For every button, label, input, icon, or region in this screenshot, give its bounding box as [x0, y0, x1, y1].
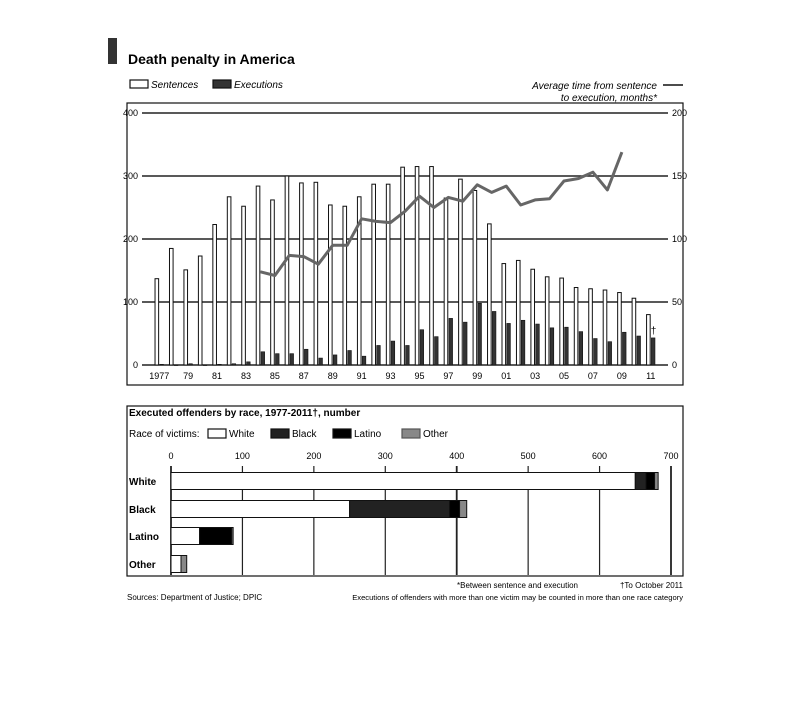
top-bars	[155, 167, 655, 366]
x-tick-03: 03	[530, 371, 541, 381]
bottom-legend	[129, 429, 449, 440]
bar-black-black	[350, 501, 450, 518]
bar-sentences-1997	[444, 198, 448, 365]
bar-executions-1983	[247, 362, 251, 365]
left-tick-100: 100	[122, 297, 138, 307]
bar-executions-2011	[651, 338, 655, 365]
bar-sentences-1981	[213, 225, 217, 365]
bar-sentences-2005	[560, 278, 564, 365]
legend-swatch-other	[402, 429, 420, 438]
bar-sentences-1993	[386, 184, 390, 365]
right-tick-50: 50	[672, 297, 683, 307]
x-tick-09: 09	[616, 371, 627, 381]
left-tick-400: 400	[122, 108, 138, 118]
bar-executions-2000	[492, 311, 496, 365]
bar-sentences-2004	[545, 277, 549, 365]
bottom-category-labels	[129, 477, 159, 571]
bar-executions-1993	[391, 341, 395, 365]
bar-sentences-2003	[531, 269, 535, 365]
bar-executions-1992	[377, 345, 381, 365]
bar-sentences-1992	[372, 184, 376, 365]
legend-label-white: White	[229, 429, 255, 440]
category-label-other: Other	[129, 560, 156, 571]
bar-sentences-1988	[314, 182, 318, 365]
legend-swatch-sentences	[130, 80, 148, 88]
bottom-legend-title: Race of victims:	[129, 429, 200, 440]
top-x-tick-labels	[149, 371, 655, 381]
bar-sentences-1977	[155, 279, 159, 365]
bar-executions-1988	[319, 358, 323, 365]
bar-sentences-1987	[300, 183, 304, 365]
bar-latino-other	[232, 528, 233, 545]
bar-executions-2004	[550, 328, 554, 365]
legend-swatch-latino	[333, 429, 351, 438]
x-tick-85: 85	[269, 371, 280, 381]
top-left-axis-ticks	[123, 108, 138, 370]
bar-sentences-1979	[184, 270, 188, 365]
x-tick-05: 05	[559, 371, 570, 381]
chart-title: Death penalty in America	[128, 51, 295, 67]
legend-label-black: Black	[292, 429, 317, 440]
bar-sentences-1994	[401, 167, 405, 365]
bar-sentences-1998	[459, 179, 463, 365]
bar-executions-2005	[565, 327, 569, 365]
bar-white-black	[635, 473, 646, 490]
bar-executions-1978	[174, 365, 178, 366]
bar-sentences-2010	[632, 298, 636, 365]
bar-sentences-2000	[488, 224, 492, 365]
bar-executions-1979	[189, 364, 193, 365]
x-tick-95: 95	[414, 371, 425, 381]
last-bar-annotation: †	[650, 325, 657, 337]
left-tick-0: 0	[132, 360, 138, 370]
x-tick-93: 93	[385, 371, 396, 381]
x-tick-89: 89	[327, 371, 338, 381]
bar-executions-2001	[507, 323, 511, 365]
bar-executions-1998	[463, 322, 467, 365]
bar-executions-1997	[449, 318, 453, 365]
bar-sentences-1984	[256, 186, 260, 365]
category-label-white: White	[129, 477, 157, 488]
x-tick-97: 97	[443, 371, 454, 381]
right-tick-200: 200	[672, 108, 688, 118]
bar-executions-1999	[478, 303, 482, 365]
bar-executions-1981	[218, 364, 222, 365]
bar-executions-1995	[420, 330, 424, 365]
bar-executions-1982	[232, 364, 236, 365]
footnote-to-october: †To October 2011	[619, 581, 683, 590]
bar-executions-1990	[348, 351, 352, 365]
bottom-x-tick-700: 700	[663, 451, 679, 461]
left-tick-300: 300	[122, 171, 138, 181]
x-tick-1977: 1977	[149, 371, 170, 381]
bar-executions-1994	[406, 345, 410, 365]
right-tick-150: 150	[672, 171, 688, 181]
header-tag	[108, 38, 117, 64]
bar-sentences-2011	[647, 315, 651, 365]
bar-sentences-1989	[329, 205, 333, 365]
bar-executions-2007	[594, 339, 598, 365]
x-tick-07: 07	[587, 371, 598, 381]
top-chart-frame	[127, 103, 683, 385]
bar-other-other	[181, 556, 187, 573]
bar-executions-2006	[579, 332, 583, 365]
right-tick-100: 100	[672, 234, 688, 244]
bar-sentences-1985	[271, 200, 275, 365]
bar-executions-1984	[261, 352, 265, 365]
bar-executions-2010	[637, 336, 641, 365]
x-tick-11: 11	[646, 371, 656, 381]
bottom-x-tick-labels	[168, 451, 678, 461]
bar-black-white	[171, 501, 350, 518]
bar-executions-1986	[290, 354, 294, 365]
bar-sentences-1978	[169, 248, 173, 365]
x-tick-01: 01	[501, 371, 512, 381]
x-tick-87: 87	[298, 371, 309, 381]
bar-sentences-1986	[285, 176, 289, 365]
bar-black-other	[460, 501, 467, 518]
bar-executions-2003	[536, 324, 540, 365]
bottom-x-tick-400: 400	[449, 451, 465, 461]
footnote-multiple-victims: Executions of offenders with more than one victim may be counted in more than one race category	[352, 593, 683, 602]
bottom-x-tick-0: 0	[168, 451, 174, 461]
bar-white-latino	[646, 473, 655, 490]
bar-executions-1996	[435, 337, 439, 365]
bottom-chart-title: Executed offenders by race, 1977-2011†, number	[129, 408, 361, 419]
bar-sentences-2001	[502, 264, 506, 365]
legend-label-sentences: Sentences	[151, 80, 199, 91]
legend-label-executions: Executions	[234, 80, 283, 91]
bar-executions-1989	[333, 355, 337, 365]
legend-swatch-white	[208, 429, 226, 438]
bar-executions-2008	[608, 342, 612, 365]
top-right-axis-ticks	[672, 108, 687, 370]
bar-other-white	[171, 556, 181, 573]
bar-executions-2009	[622, 332, 626, 365]
bar-sentences-2008	[603, 290, 607, 365]
bar-executions-1987	[304, 349, 308, 365]
bar-latino-white	[171, 528, 200, 545]
bottom-x-tick-600: 600	[592, 451, 608, 461]
category-label-latino: Latino	[129, 532, 159, 543]
bar-sentences-2009	[618, 293, 622, 365]
right-axis-label-line2: to execution, months*	[560, 93, 657, 104]
category-label-black: Black	[129, 505, 156, 516]
bar-executions-1980	[203, 365, 207, 366]
bottom-x-tick-300: 300	[377, 451, 393, 461]
bar-sentences-2007	[589, 289, 593, 365]
right-axis-label-line1: Average time from sentence	[532, 81, 657, 92]
footnote-between-sentence: *Between sentence and execution	[457, 581, 578, 590]
bar-executions-1991	[362, 356, 366, 365]
bar-white-white	[171, 473, 635, 490]
bar-black-latino	[450, 501, 460, 518]
left-tick-200: 200	[122, 234, 138, 244]
bar-sentences-1983	[242, 206, 246, 365]
x-tick-91: 91	[356, 371, 367, 381]
bar-sentences-1982	[227, 197, 231, 365]
bottom-x-tick-500: 500	[520, 451, 536, 461]
right-tick-0: 0	[672, 360, 678, 370]
bar-sentences-1996	[430, 167, 434, 365]
x-tick-81: 81	[212, 371, 223, 381]
bar-latino-latino	[200, 528, 232, 545]
bottom-bars	[171, 473, 658, 573]
bar-executions-1977	[160, 364, 164, 365]
bar-sentences-2006	[574, 288, 578, 365]
bar-sentences-1999	[473, 190, 477, 365]
source-text: Sources: Department of Justice; DPIC	[127, 593, 263, 602]
bar-executions-2002	[521, 320, 525, 365]
x-tick-79: 79	[183, 371, 194, 381]
top-legend	[130, 80, 683, 104]
bottom-x-tick-100: 100	[234, 451, 250, 461]
bar-executions-1985	[275, 354, 279, 365]
legend-swatch-black	[271, 429, 289, 438]
legend-label-other: Other	[423, 429, 449, 440]
legend-swatch-executions	[213, 80, 231, 88]
bar-white-other	[655, 473, 659, 490]
x-tick-99: 99	[472, 371, 483, 381]
bar-sentences-2002	[516, 260, 520, 365]
bar-sentences-1980	[198, 256, 202, 365]
x-tick-83: 83	[240, 371, 251, 381]
legend-label-latino: Latino	[354, 429, 382, 440]
bar-sentences-1990	[343, 206, 347, 365]
bottom-x-tick-200: 200	[306, 451, 322, 461]
